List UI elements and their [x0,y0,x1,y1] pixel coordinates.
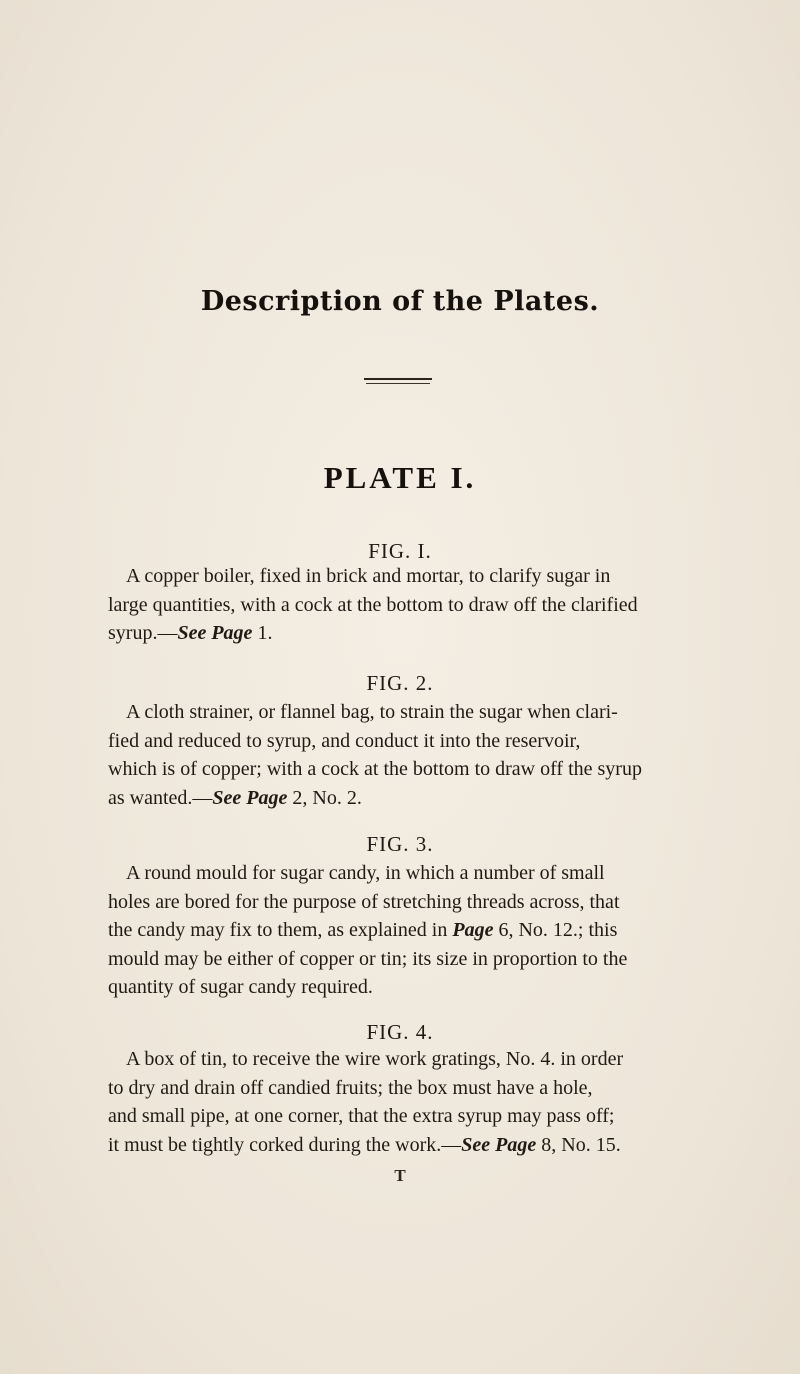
fig-2-line-1: A cloth strainer, or flannel bag, to strain the sugar when clari- [126,701,618,723]
fig-1-line-3: syrup.— [108,622,178,644]
fig-4-label: FIG. 4. [366,1020,434,1044]
fig-4-line-1: A box of tin, to receive the wire work gratings, No. 4. in order [126,1048,624,1070]
fig-1-line-2: large quantities, with a cock at the bottom to draw off the clarified [108,593,638,616]
plate-title: PLATE I. [323,460,477,495]
fig-4-page-ref: See Page [461,1133,537,1156]
fig-2-label: FIG. 2. [366,671,434,695]
fig-4-line-3: and small pipe, at one corner, that the extra syrup may pass off; [108,1105,615,1127]
fig-3-line-2: holes are bored for the purpose of stretching threads across, that [108,890,620,913]
fig-2-line-3: which is of copper; with a cock at the bottom to draw off the syrup [108,758,642,780]
fig-1-description [108,562,696,648]
fig-3-line-5: quantity of sugar candy required. [108,976,373,998]
fig-3-page-ref: Page [452,919,494,941]
fig-2-description [108,698,696,812]
fig-1-page-number: 1. [252,622,273,644]
fig-3-page-number: 6, No. 12.; this [493,919,618,941]
fig-3-line-3: the candy may fix to them, as explained in [108,919,453,941]
ornamental-rule-thin [366,383,430,384]
fig-4-line-4: it must be tightly corked during the work.— [108,1133,462,1156]
fig-1-label: FIG. I. [368,539,432,563]
fig-3-description [108,859,696,1002]
fig-3-line-1: A round mould for sugar candy, in which a number of small [126,862,605,884]
fig-4-description [108,1045,696,1159]
signature-mark: T [394,1166,406,1185]
fig-3-label: FIG. 3. [366,832,434,856]
ornamental-rule [364,378,432,380]
fig-1-page-ref: See Page [177,622,253,644]
fig-4-line-2: to dry and drain off candied fruits; the box must have a hole, [108,1076,593,1099]
fig-2-page-number: 2, No. 2. [287,786,362,809]
fig-2-line-2: fied and reduced to syrup, and conduct it into the reservoir, [108,729,581,752]
fig-3-line-4: mould may be either of copper or tin; its size in proportion to the [108,947,628,970]
fig-1-line-1: A copper boiler, fixed in brick and mortar, to clarify sugar in [126,565,611,587]
fig-4-page-number: 8, No. 15. [536,1133,621,1156]
fig-2-page-ref: See Page [212,786,288,809]
page-heading: Description of the Plates. [200,286,600,317]
fig-2-line-4: as wanted.— [108,786,213,809]
